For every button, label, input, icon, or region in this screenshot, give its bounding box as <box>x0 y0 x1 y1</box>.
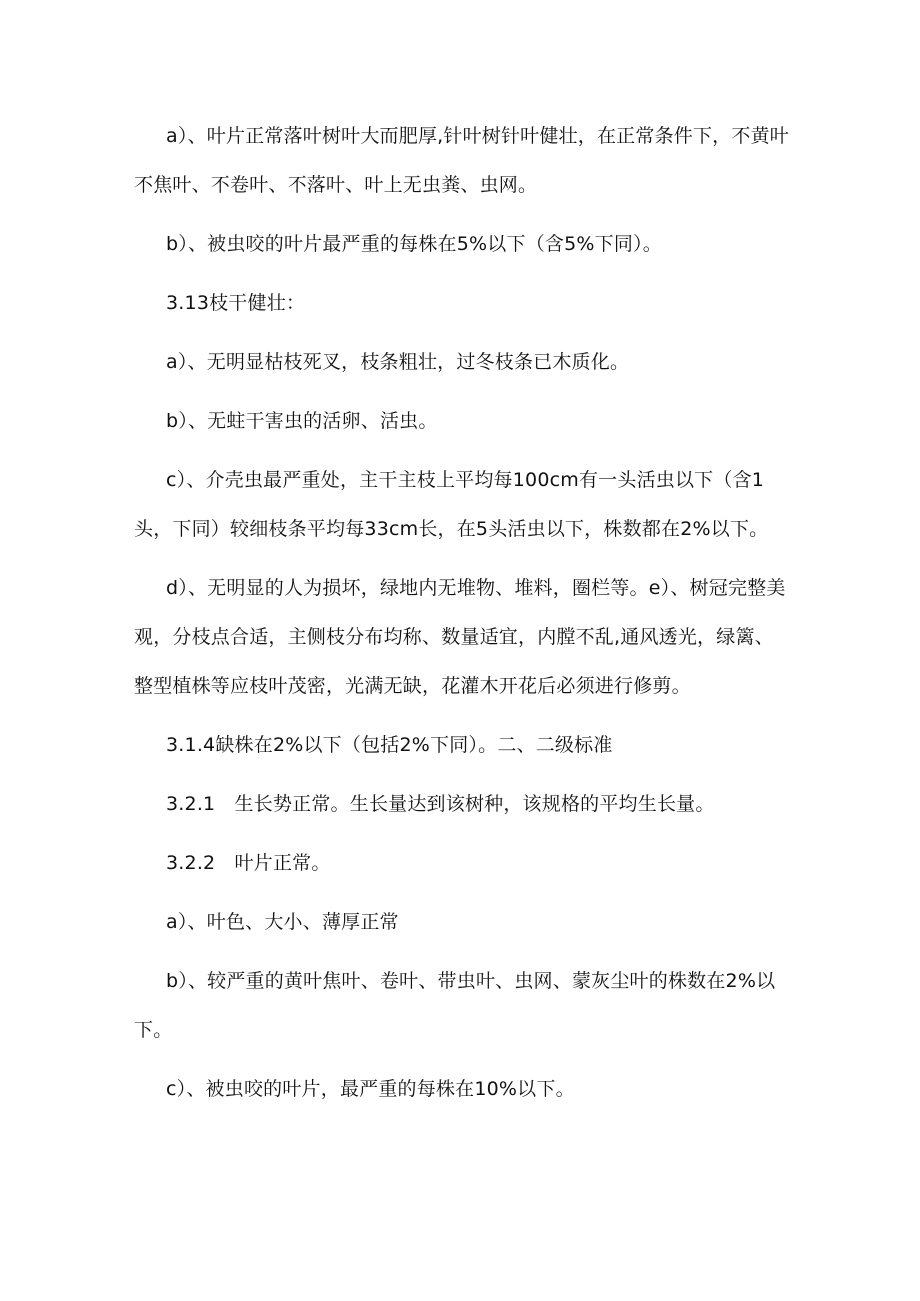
paragraph-missing-plants: 3.1.4缺株在2%以下（包括2%下同）。二、二级标准 <box>166 734 613 756</box>
paragraph-branch-heading: 3.13枝干健壮： <box>166 292 306 314</box>
paragraph-leaf-normal-a: a）、叶片正常落叶树叶大而肥厚,针叶树针叶健壮，在正常条件下，不黄叶不焦叶、不卷叶、不落叶、叶上无虫粪、虫网。 <box>134 125 789 196</box>
paragraph-leaf-color: a）、叶色、大小、薄厚正常 <box>166 911 399 933</box>
paragraph-growth: 3.2.1 生长势正常。生长量达到该树种，该规格的平均生长量。 <box>166 793 715 815</box>
paragraph-leaf-heading: 3.2.2 叶片正常。 <box>166 852 331 874</box>
paragraph-branch-c: c）、介壳虫最严重处，主干主枝上平均每100cm有一头活虫以下（含1头，下同）较细枝条平均每33cm长，在5头活虫以下，株数都在2%以下。 <box>134 469 769 540</box>
paragraph-yellow-leaves: b）、较严重的黄叶焦叶、卷叶、带虫叶、虫网、蒙灰尘叶的株数在2%以下。 <box>134 970 776 1041</box>
document-body <box>134 112 790 1124</box>
paragraph-branch-a: a）、无明显枯枝死叉，枝条粗壮，过冬枝条已木质化。 <box>166 351 630 373</box>
paragraph-leaf-normal-b: b）、被虫咬的叶片最严重的每株在5%以下（含5%下同）。 <box>166 233 662 255</box>
paragraph-branch-d-e: d）、无明显的人为损坏，绿地内无堆物、堆料，圈栏等。e）、树冠完整美观，分枝点合适，主侧枝分布均称、数量适宜，内膛不乱,通风透光，绿篱、整型植株等应枝叶茂密，光满无缺，花灌木开花后必须进行修剪。 <box>134 577 786 697</box>
paragraph-insect-bites: c）、被虫咬的叶片，最严重的每株在10%以下。 <box>166 1078 575 1100</box>
paragraph-branch-b: b）、无蛀干害虫的活卵、活虫。 <box>166 410 438 432</box>
